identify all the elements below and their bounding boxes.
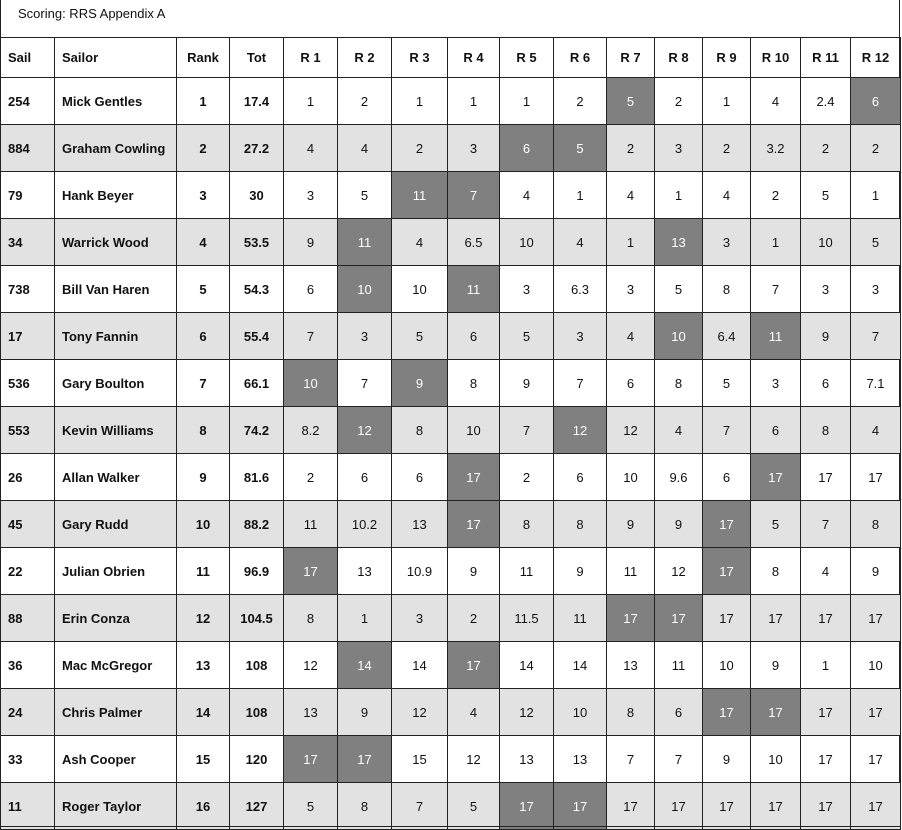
race-score: 12: [655, 548, 703, 595]
race-score: 7: [655, 736, 703, 783]
race-score: 6: [284, 266, 338, 313]
race-score-dropped: 17: [554, 783, 607, 830]
race-score: 1: [284, 78, 338, 125]
race-score-dropped: 5: [607, 78, 655, 125]
race-score: 2.4: [801, 78, 851, 125]
race-score-dropped: 11: [751, 313, 801, 360]
race-score: 9: [448, 548, 500, 595]
race-score: 8: [607, 689, 655, 736]
race-score: 15: [392, 736, 448, 783]
race-score: 1: [338, 595, 392, 642]
rank: 8: [177, 407, 230, 454]
total-points: 127: [230, 783, 284, 830]
race-score: 1: [851, 172, 901, 219]
race-score: 6: [338, 454, 392, 501]
race-score: 7: [284, 313, 338, 360]
sail-number: 553: [1, 407, 55, 454]
rank: 5: [177, 266, 230, 313]
total-points: 96.9: [230, 548, 284, 595]
rank: 11: [177, 548, 230, 595]
total-points: 74.2: [230, 407, 284, 454]
race-score: 4: [851, 407, 901, 454]
sailor-name: Ash Cooper: [55, 736, 177, 783]
race-score: 17: [851, 689, 901, 736]
results-table: [0, 37, 901, 830]
race-score: 2: [338, 78, 392, 125]
rank: 9: [177, 454, 230, 501]
race-score-dropped: 10: [338, 266, 392, 313]
race-score: 10: [851, 642, 901, 689]
race-score: 17: [801, 783, 851, 830]
race-score: 3: [500, 266, 554, 313]
sail-number: 536: [1, 360, 55, 407]
race-score: 3: [703, 219, 751, 266]
race-score: 7: [851, 313, 901, 360]
race-score: 9: [554, 548, 607, 595]
race-score: 11: [607, 548, 655, 595]
race-score: 7: [703, 407, 751, 454]
race-score: 12: [448, 736, 500, 783]
race-score: 3: [448, 125, 500, 172]
rank: 15: [177, 736, 230, 783]
sail-number: 88: [1, 595, 55, 642]
race-score: 4: [500, 172, 554, 219]
rank: 4: [177, 219, 230, 266]
race-score-dropped: 11: [338, 219, 392, 266]
race-score-dropped: 14: [338, 642, 392, 689]
race-score: 4: [751, 78, 801, 125]
race-score-dropped: 10: [284, 360, 338, 407]
column-header-r7: R 7: [607, 38, 655, 78]
race-score-dropped: 17: [338, 736, 392, 783]
sailor-name: Gary Boulton: [55, 360, 177, 407]
race-score: 3: [554, 313, 607, 360]
race-score: 9: [500, 360, 554, 407]
race-score: 3: [751, 360, 801, 407]
race-score: 10.2: [338, 501, 392, 548]
column-header-r8: R 8: [655, 38, 703, 78]
sailor-name: Mac McGregor: [55, 642, 177, 689]
race-score-dropped: 17: [751, 689, 801, 736]
race-score: 13: [500, 736, 554, 783]
column-header-tot: Tot: [230, 38, 284, 78]
results-body: [1, 78, 901, 830]
race-score: 4: [703, 172, 751, 219]
race-score: 2: [801, 125, 851, 172]
race-score-dropped: 17: [448, 642, 500, 689]
race-score-dropped: 10: [655, 313, 703, 360]
table-row: [1, 78, 901, 125]
total-points: 30: [230, 172, 284, 219]
total-points: 54.3: [230, 266, 284, 313]
race-score: 8: [554, 501, 607, 548]
sailor-name: Graham Cowling: [55, 125, 177, 172]
race-score: 6.4: [703, 313, 751, 360]
table-row: [1, 548, 901, 595]
race-score: 1: [751, 219, 801, 266]
sailor-name: Roger Taylor: [55, 783, 177, 830]
race-score: 11.5: [500, 595, 554, 642]
column-header-r12: R 12: [851, 38, 901, 78]
table-row: [1, 642, 901, 689]
rank: 16: [177, 783, 230, 830]
race-score-dropped: 17: [703, 548, 751, 595]
sail-number: 45: [1, 501, 55, 548]
race-score: 17: [801, 736, 851, 783]
race-score: 6: [655, 689, 703, 736]
race-score: 4: [607, 172, 655, 219]
sailor-name: Tony Fannin: [55, 313, 177, 360]
race-score: 14: [554, 642, 607, 689]
table-row: [1, 266, 901, 313]
race-score-dropped: 9: [392, 360, 448, 407]
sailor-name: Erin Conza: [55, 595, 177, 642]
race-score-dropped: 11: [448, 266, 500, 313]
race-score: 4: [607, 313, 655, 360]
rank: 6: [177, 313, 230, 360]
table-row: [1, 501, 901, 548]
race-score: 9: [284, 219, 338, 266]
column-header-sail: Sail: [1, 38, 55, 78]
race-score: 17: [655, 783, 703, 830]
race-score: 1: [703, 78, 751, 125]
sailor-name: Kevin Williams: [55, 407, 177, 454]
race-score: 13: [392, 501, 448, 548]
race-score: 1: [655, 172, 703, 219]
table-row: [1, 454, 901, 501]
column-header-r6: R 6: [554, 38, 607, 78]
race-score: 8: [851, 501, 901, 548]
race-score: 2: [851, 125, 901, 172]
race-score-dropped: 17: [703, 689, 751, 736]
race-score: 11: [554, 595, 607, 642]
race-score: 10: [554, 689, 607, 736]
race-score: 3.2: [751, 125, 801, 172]
race-score: 4: [338, 125, 392, 172]
race-score: 17: [801, 595, 851, 642]
race-score: 2: [703, 125, 751, 172]
race-score: 13: [607, 642, 655, 689]
race-score: 3: [655, 125, 703, 172]
race-score: 6: [392, 454, 448, 501]
sail-number: 24: [1, 689, 55, 736]
race-score: 2: [554, 78, 607, 125]
race-score: 9: [703, 736, 751, 783]
sail-number: 17: [1, 313, 55, 360]
race-score: 4: [448, 689, 500, 736]
total-points: 53.5: [230, 219, 284, 266]
race-score: 7: [500, 407, 554, 454]
race-score-dropped: 11: [392, 172, 448, 219]
race-score: 8: [751, 548, 801, 595]
table-row: [1, 125, 901, 172]
total-points: 66.1: [230, 360, 284, 407]
race-score: 7: [607, 736, 655, 783]
race-score: 4: [655, 407, 703, 454]
race-score: 2: [448, 595, 500, 642]
race-score: 5: [448, 783, 500, 830]
race-score: 13: [338, 548, 392, 595]
header-row: [1, 38, 901, 78]
race-score: 9.6: [655, 454, 703, 501]
race-score: 6: [801, 360, 851, 407]
race-score: 12: [500, 689, 554, 736]
column-header-r4: R 4: [448, 38, 500, 78]
sailor-name: Allan Walker: [55, 454, 177, 501]
race-score: 6: [554, 454, 607, 501]
race-score: 17: [703, 783, 751, 830]
race-score: 9: [801, 313, 851, 360]
sail-number: 34: [1, 219, 55, 266]
race-score: 8: [703, 266, 751, 313]
race-score: 4: [554, 219, 607, 266]
race-score: 4: [392, 219, 448, 266]
table-row: [1, 783, 901, 830]
race-score: 7: [801, 501, 851, 548]
race-score: 7.1: [851, 360, 901, 407]
race-score: 12: [392, 689, 448, 736]
rank: 12: [177, 595, 230, 642]
race-score: 10: [703, 642, 751, 689]
rank: 13: [177, 642, 230, 689]
rank: 7: [177, 360, 230, 407]
race-score: 17: [751, 783, 801, 830]
sail-number: 79: [1, 172, 55, 219]
race-score: 1: [607, 219, 655, 266]
table-row: [1, 172, 901, 219]
race-score-dropped: 17: [448, 501, 500, 548]
race-score-dropped: 17: [448, 454, 500, 501]
sail-number: 254: [1, 78, 55, 125]
race-score-dropped: 17: [284, 736, 338, 783]
sailor-name: Bill Van Haren: [55, 266, 177, 313]
column-header-r11: R 11: [801, 38, 851, 78]
total-points: 108: [230, 642, 284, 689]
table-row: [1, 360, 901, 407]
race-score: 6.3: [554, 266, 607, 313]
race-score: 17: [851, 736, 901, 783]
race-score: 7: [554, 360, 607, 407]
sailor-name: Gary Rudd: [55, 501, 177, 548]
race-score-dropped: 17: [284, 548, 338, 595]
sailor-name: Julian Obrien: [55, 548, 177, 595]
results-header: [1, 38, 901, 78]
rank: 10: [177, 501, 230, 548]
race-score: 8: [655, 360, 703, 407]
race-score-dropped: 6: [851, 78, 901, 125]
race-score: 5: [801, 172, 851, 219]
race-score: 9: [655, 501, 703, 548]
race-score: 17: [851, 454, 901, 501]
race-score: 17: [801, 689, 851, 736]
race-score-dropped: 13: [655, 219, 703, 266]
race-score: 5: [284, 783, 338, 830]
race-score-dropped: 17: [500, 783, 554, 830]
total-points: 81.6: [230, 454, 284, 501]
total-points: 88.2: [230, 501, 284, 548]
race-score: 3: [607, 266, 655, 313]
race-score: 12: [607, 407, 655, 454]
race-score: 3: [801, 266, 851, 313]
race-score: 17: [703, 595, 751, 642]
race-score-dropped: 5: [554, 125, 607, 172]
table-row: [1, 219, 901, 266]
race-score: 8: [338, 783, 392, 830]
race-score: 3: [284, 172, 338, 219]
race-score: 10: [392, 266, 448, 313]
race-score: 17: [801, 454, 851, 501]
table-row: [1, 407, 901, 454]
column-header-r1: R 1: [284, 38, 338, 78]
rank: 3: [177, 172, 230, 219]
race-score: 7: [751, 266, 801, 313]
race-score: 7: [338, 360, 392, 407]
column-header-r10: R 10: [751, 38, 801, 78]
bottom-divider: [0, 826, 900, 827]
sail-number: 33: [1, 736, 55, 783]
race-score-dropped: 6: [500, 125, 554, 172]
race-score: 1: [392, 78, 448, 125]
table-row: [1, 313, 901, 360]
race-score: 14: [392, 642, 448, 689]
race-score: 8: [801, 407, 851, 454]
race-score: 2: [607, 125, 655, 172]
race-score: 11: [500, 548, 554, 595]
race-score: 5: [703, 360, 751, 407]
total-points: 55.4: [230, 313, 284, 360]
race-score: 2: [655, 78, 703, 125]
race-score: 1: [500, 78, 554, 125]
race-score: 14: [500, 642, 554, 689]
sailor-name: Chris Palmer: [55, 689, 177, 736]
race-score-dropped: 12: [338, 407, 392, 454]
race-score: 7: [392, 783, 448, 830]
race-score: 5: [655, 266, 703, 313]
sail-number: 738: [1, 266, 55, 313]
race-score: 6: [607, 360, 655, 407]
column-header-rank: Rank: [177, 38, 230, 78]
rank: 2: [177, 125, 230, 172]
race-score: 6: [448, 313, 500, 360]
sail-number: 11: [1, 783, 55, 830]
race-score-dropped: 17: [655, 595, 703, 642]
race-score: 9: [607, 501, 655, 548]
race-score: 9: [751, 642, 801, 689]
sailor-name: Mick Gentles: [55, 78, 177, 125]
race-score: 6: [751, 407, 801, 454]
sail-number: 884: [1, 125, 55, 172]
race-score-dropped: 17: [751, 454, 801, 501]
race-score: 2: [284, 454, 338, 501]
race-score: 1: [801, 642, 851, 689]
race-score: 3: [392, 595, 448, 642]
race-score: 3: [338, 313, 392, 360]
race-score: 10: [801, 219, 851, 266]
race-score: 17: [607, 783, 655, 830]
total-points: 17.4: [230, 78, 284, 125]
sail-number: 26: [1, 454, 55, 501]
race-score: 11: [284, 501, 338, 548]
race-score: 6.5: [448, 219, 500, 266]
sailor-name: Hank Beyer: [55, 172, 177, 219]
race-score-dropped: 12: [554, 407, 607, 454]
race-score: 5: [500, 313, 554, 360]
race-score: 1: [554, 172, 607, 219]
race-score: 5: [338, 172, 392, 219]
race-score-dropped: 17: [703, 501, 751, 548]
race-score: 10.9: [392, 548, 448, 595]
race-score: 2: [392, 125, 448, 172]
sail-number: 36: [1, 642, 55, 689]
race-score: 8: [392, 407, 448, 454]
race-score: 10: [448, 407, 500, 454]
race-score: 13: [554, 736, 607, 783]
table-row: [1, 736, 901, 783]
race-score: 12: [284, 642, 338, 689]
scoring-label: Scoring: RRS Appendix A: [18, 6, 166, 21]
race-score: 9: [851, 548, 901, 595]
race-score: 11: [655, 642, 703, 689]
race-score: 17: [851, 595, 901, 642]
race-score-dropped: 17: [607, 595, 655, 642]
race-score: 10: [500, 219, 554, 266]
race-score: 10: [751, 736, 801, 783]
race-score: 17: [751, 595, 801, 642]
rank: 14: [177, 689, 230, 736]
race-score: 8.2: [284, 407, 338, 454]
race-score: 9: [338, 689, 392, 736]
total-points: 108: [230, 689, 284, 736]
sailor-name: Warrick Wood: [55, 219, 177, 266]
column-header-r3: R 3: [392, 38, 448, 78]
race-score: 13: [284, 689, 338, 736]
column-header-sailor: Sailor: [55, 38, 177, 78]
total-points: 104.5: [230, 595, 284, 642]
race-score: 10: [607, 454, 655, 501]
race-score: 4: [284, 125, 338, 172]
race-score: 8: [500, 501, 554, 548]
race-score: 5: [851, 219, 901, 266]
race-score: 1: [448, 78, 500, 125]
column-header-r2: R 2: [338, 38, 392, 78]
race-score: 8: [448, 360, 500, 407]
table-row: [1, 689, 901, 736]
race-score-dropped: 7: [448, 172, 500, 219]
race-score: 5: [751, 501, 801, 548]
race-score: 5: [392, 313, 448, 360]
race-score: 4: [801, 548, 851, 595]
total-points: 120: [230, 736, 284, 783]
column-header-r5: R 5: [500, 38, 554, 78]
race-score: 6: [703, 454, 751, 501]
race-score: 2: [751, 172, 801, 219]
table-row: [1, 595, 901, 642]
sail-number: 22: [1, 548, 55, 595]
race-score: 17: [851, 783, 901, 830]
race-score: 3: [851, 266, 901, 313]
total-points: 27.2: [230, 125, 284, 172]
column-header-r9: R 9: [703, 38, 751, 78]
race-score: 2: [500, 454, 554, 501]
rank: 1: [177, 78, 230, 125]
race-score: 8: [284, 595, 338, 642]
